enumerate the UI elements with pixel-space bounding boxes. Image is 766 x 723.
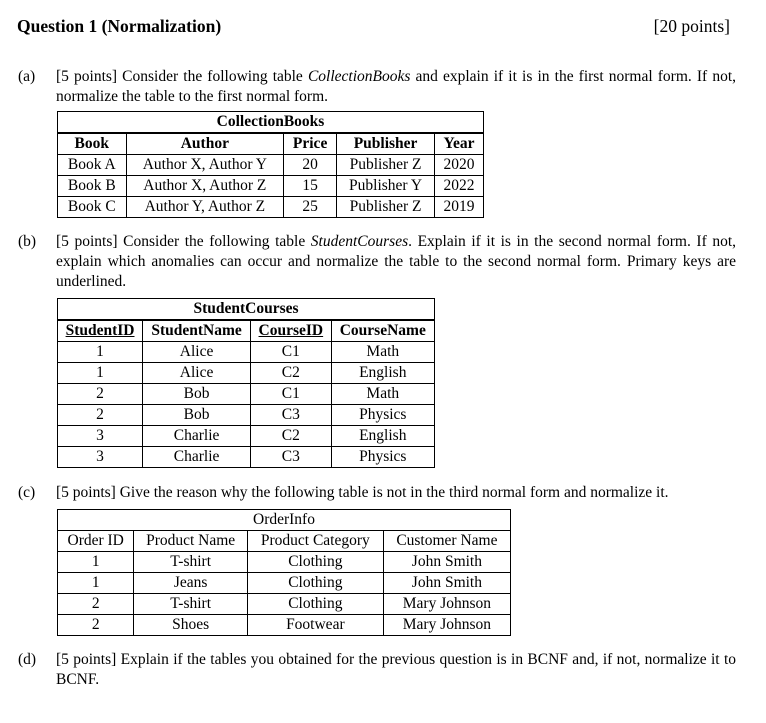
table-cell: Footwear xyxy=(247,615,383,636)
column-header: CourseName xyxy=(331,320,434,342)
table-cell: Jeans xyxy=(134,573,247,594)
table-cell: Clothing xyxy=(247,594,383,615)
table-cell: 2 xyxy=(58,405,143,426)
column-header-primary-key: CourseID xyxy=(251,320,331,342)
table-cell: C1 xyxy=(251,384,331,405)
table-cell: 1 xyxy=(58,342,143,363)
table-cell: Charlie xyxy=(143,447,251,468)
part-a-label: (a) xyxy=(18,68,36,85)
table-cell: English xyxy=(331,426,434,447)
table-cell: John Smith xyxy=(383,552,510,573)
table-cell: 2022 xyxy=(435,176,484,197)
table-cell: Clothing xyxy=(247,573,383,594)
column-header: Year xyxy=(435,133,484,155)
table-cell: C2 xyxy=(251,363,331,384)
table-header-row xyxy=(58,531,511,552)
table-cell: C1 xyxy=(251,342,331,363)
table-caption: OrderInfo xyxy=(58,510,511,531)
question-header xyxy=(17,16,730,36)
part-b xyxy=(18,232,736,292)
table-header-row xyxy=(58,320,435,342)
column-header: Publisher xyxy=(337,133,435,155)
table-cell: 1 xyxy=(58,363,143,384)
question-title: Question 1 (Normalization) xyxy=(17,16,222,36)
part-c xyxy=(18,483,736,503)
part-b-text: [5 points] Consider the following table StudentCourses. Explain if it is in the second normal form. If not, explain which anomalies can occur and normalize the table to the second normal form. Primary keys are underlined. xyxy=(56,233,737,290)
table-cell: Mary Johnson xyxy=(383,615,510,636)
table-cell: 3 xyxy=(58,426,143,447)
column-header: Order ID xyxy=(58,531,134,552)
table-cell: Publisher Z xyxy=(337,197,435,218)
table-cell: Math xyxy=(331,384,434,405)
table-cell: 1 xyxy=(58,552,134,573)
table-cell: Bob xyxy=(143,405,251,426)
table-row xyxy=(58,426,435,447)
table-cell: T-shirt xyxy=(134,552,247,573)
table-cell: 1 xyxy=(58,573,134,594)
table-row xyxy=(58,447,435,468)
table-cell: C3 xyxy=(251,405,331,426)
column-header: Price xyxy=(284,133,337,155)
table-cell: Bob xyxy=(143,384,251,405)
table-cell: C2 xyxy=(251,426,331,447)
table-cell: Publisher Y xyxy=(337,176,435,197)
table-cell: Alice xyxy=(143,342,251,363)
table-cell: T-shirt xyxy=(134,594,247,615)
part-a-table-ref: CollectionBooks xyxy=(307,68,411,85)
table-cell: 3 xyxy=(58,447,143,468)
order-info-table xyxy=(57,509,511,636)
column-header: Product Name xyxy=(134,531,247,552)
table-cell: Clothing xyxy=(247,552,383,573)
table-header-row xyxy=(58,133,484,155)
table-caption: StudentCourses xyxy=(58,299,435,321)
part-b-table-ref: StudentCourses xyxy=(310,233,409,250)
table-row xyxy=(58,176,484,197)
table-row xyxy=(58,384,435,405)
table-row xyxy=(58,552,511,573)
question-points: [20 points] xyxy=(653,16,730,36)
part-c-label: (c) xyxy=(18,484,36,501)
column-header: Customer Name xyxy=(383,531,510,552)
table-row xyxy=(58,197,484,218)
table-cell: 2019 xyxy=(435,197,484,218)
part-d xyxy=(18,650,736,690)
table-cell: 2 xyxy=(58,594,134,615)
table-cell: Alice xyxy=(143,363,251,384)
table-cell: 15 xyxy=(284,176,337,197)
part-c-text: [5 points] Give the reason why the following table is not in the third normal form and normalize it. xyxy=(56,484,669,501)
table-cell: 20 xyxy=(284,155,337,176)
table-cell: 2020 xyxy=(435,155,484,176)
table-cell: Publisher Z xyxy=(337,155,435,176)
column-header: Author xyxy=(126,133,284,155)
table-cell: Author Y, Author Z xyxy=(126,197,284,218)
table-cell: Math xyxy=(331,342,434,363)
part-d-text: [5 points] Explain if the tables you obtained for the previous question is in BCNF and, if not, normalize it to BCNF. xyxy=(56,651,736,688)
part-b-label: (b) xyxy=(18,233,37,250)
table-cell: Charlie xyxy=(143,426,251,447)
table-row xyxy=(58,155,484,176)
table-cell: 2 xyxy=(58,615,134,636)
column-header-primary-key: StudentID xyxy=(58,320,143,342)
student-courses-table xyxy=(57,298,435,468)
part-d-label: (d) xyxy=(18,651,37,668)
part-a xyxy=(18,67,736,107)
part-a-text: [5 points] Consider the following table CollectionBooks and explain if it is in the first normal form. If not, normalize the table to the first normal form. xyxy=(56,68,736,105)
table-cell: Shoes xyxy=(134,615,247,636)
table-cell: John Smith xyxy=(383,573,510,594)
table-caption: CollectionBooks xyxy=(58,112,484,134)
collection-books-table xyxy=(57,111,484,218)
table-row xyxy=(58,363,435,384)
table-cell: Book A xyxy=(58,155,127,176)
table-cell: 25 xyxy=(284,197,337,218)
column-header: Product Category xyxy=(247,531,383,552)
table-cell: C3 xyxy=(251,447,331,468)
table-cell: English xyxy=(331,363,434,384)
table-row xyxy=(58,342,435,363)
table-cell: Physics xyxy=(331,405,434,426)
table-cell: Book B xyxy=(58,176,127,197)
table-cell: Book C xyxy=(58,197,127,218)
table-row xyxy=(58,615,511,636)
table-cell: Author X, Author Z xyxy=(126,176,284,197)
column-header: StudentName xyxy=(143,320,251,342)
table-row xyxy=(58,573,511,594)
table-cell: Mary Johnson xyxy=(383,594,510,615)
table-row xyxy=(58,405,435,426)
table-cell: Author X, Author Y xyxy=(126,155,284,176)
table-cell: 2 xyxy=(58,384,143,405)
column-header: Book xyxy=(58,133,127,155)
table-cell: Physics xyxy=(331,447,434,468)
table-row xyxy=(58,594,511,615)
